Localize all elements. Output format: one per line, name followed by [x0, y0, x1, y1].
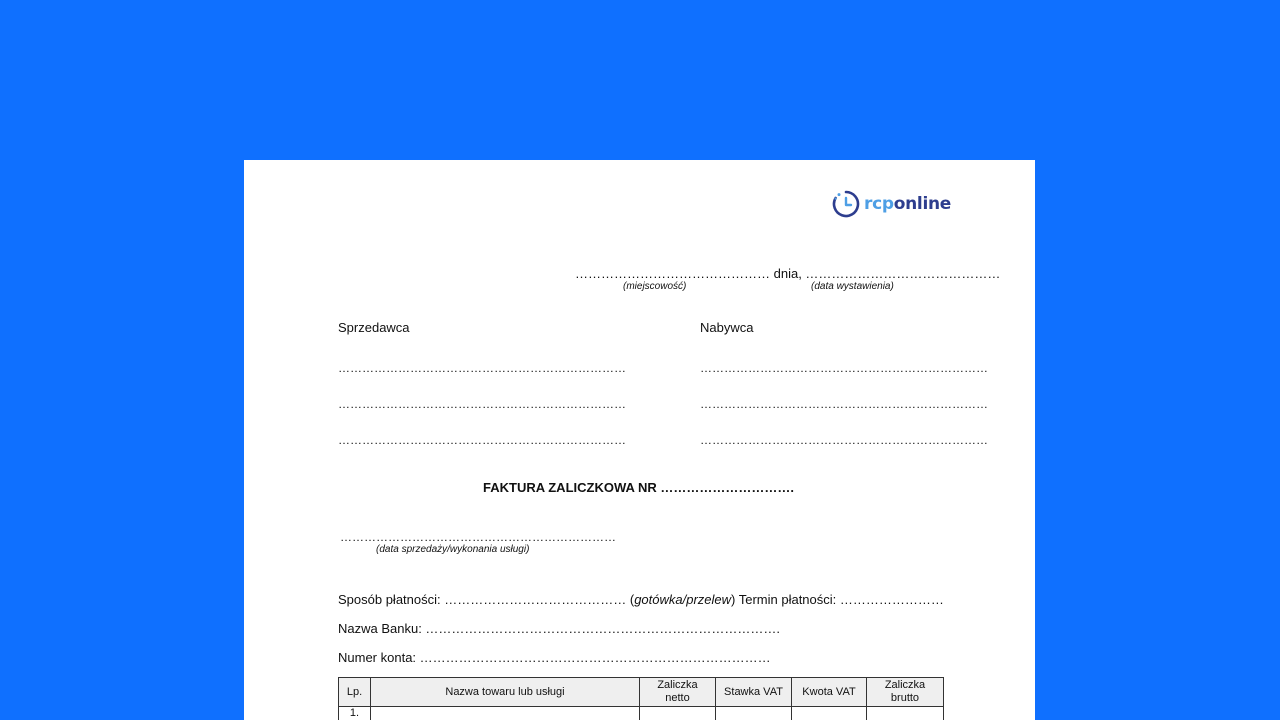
seller-line-1: ……………………………………………………………… — [338, 361, 626, 375]
payment-method-label: Sposób płatności: …………………………………… ( — [338, 592, 635, 607]
seller-line-3: ……………………………………………………………… — [338, 433, 626, 447]
issue-date-caption: (data wystawienia) — [811, 281, 894, 292]
account-number-line: Numer konta: ……………………………………………………………………… — [338, 650, 771, 665]
header-gross-advance: Zaliczka brutto — [867, 678, 944, 707]
table-header-row — [339, 678, 944, 707]
payment-term-label: ) Termin płatności: …………………… — [731, 592, 944, 607]
items-table — [338, 677, 944, 720]
logo-text-rcp: rcp — [864, 194, 894, 214]
header-item-name: Nazwa towaru lub usługi — [371, 678, 640, 707]
header-vat-amount: Kwota VAT — [792, 678, 867, 707]
invoice-document — [244, 160, 1035, 720]
seller-line-2: ……………………………………………………………… — [338, 397, 626, 411]
place-caption: (miejscowość) — [623, 281, 687, 292]
header-vat-rate: Stawka VAT — [716, 678, 792, 707]
clock-icon — [832, 190, 860, 218]
buyer-line-3: ……………………………………………………………… — [700, 433, 988, 447]
row-vat-rate — [716, 707, 792, 720]
seller-label: Sprzedawca — [338, 320, 410, 335]
place-date-line: ……………………………………… dnia, ……………………………………… — [575, 266, 1001, 281]
bank-name-line: Nazwa Banku: ………………………………………………………………………. — [338, 621, 781, 636]
row-net-advance — [640, 707, 716, 720]
header-net-advance: Zaliczka netto — [640, 678, 716, 707]
logo-text-online: online — [893, 194, 952, 214]
payment-method-options: gotówka/przelew — [634, 592, 732, 607]
header-lp: Lp. — [339, 678, 371, 707]
invoice-title: FAKTURA ZALICZKOWA NR …………………………. — [483, 480, 795, 495]
sale-date-caption: (data sprzedaży/wykonania usługi) — [376, 544, 530, 555]
payment-method-line — [338, 592, 944, 607]
row-gross-advance — [867, 707, 944, 720]
row-item-name — [371, 707, 640, 720]
buyer-line-2: ……………………………………………………………… — [700, 397, 988, 411]
row-lp: 1. — [339, 707, 371, 720]
buyer-line-1: ……………………………………………………………… — [700, 361, 988, 375]
row-vat-amount — [792, 707, 867, 720]
table-row — [339, 707, 944, 720]
sale-date-line: …………………………………………………………… — [340, 530, 616, 544]
rcponline-logo — [832, 190, 951, 218]
buyer-label: Nabywca — [700, 320, 754, 335]
